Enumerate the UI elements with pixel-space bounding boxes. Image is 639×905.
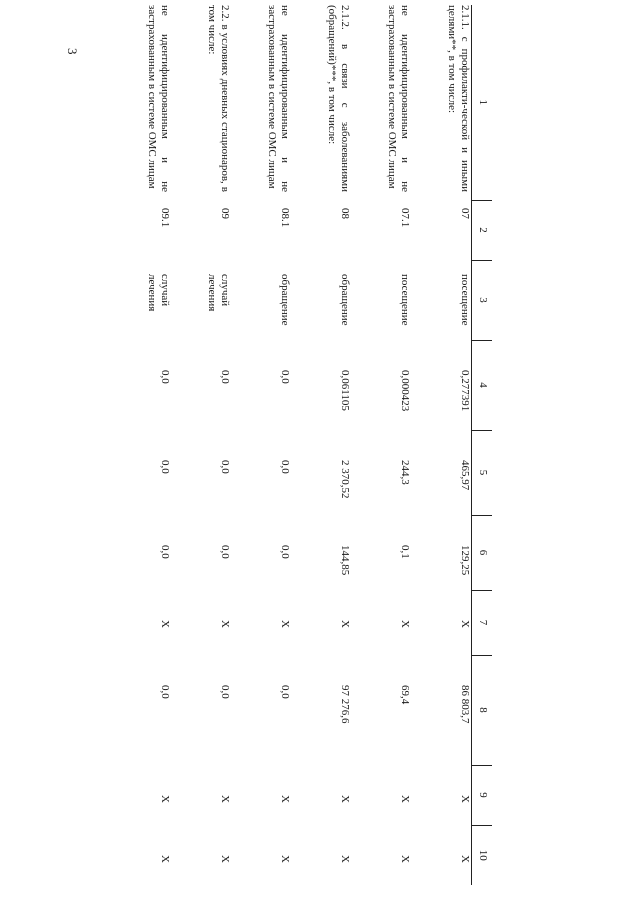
cell-col8: 0,0 <box>159 685 171 699</box>
column-header: 2 <box>472 200 493 260</box>
cell-col9: X <box>339 795 351 803</box>
column-header: 4 <box>472 340 493 430</box>
cell-col9: X <box>279 795 291 803</box>
column-header: 1 <box>472 5 493 200</box>
table-row <box>351 5 411 885</box>
cell-col7: X <box>339 620 351 628</box>
cell-col6: 129,25 <box>459 545 471 576</box>
row-code: 09 <box>219 208 231 219</box>
row-name: не идентифицированным и не застрахованным в системе ОМС лицам <box>265 5 291 192</box>
table-row <box>291 5 351 885</box>
column-header: 3 <box>472 260 493 340</box>
row-unit: обращение <box>279 274 291 326</box>
column-number-row <box>472 5 493 885</box>
table-row <box>171 5 231 885</box>
row-unit: посещение <box>399 274 411 326</box>
rotated-page <box>104 5 492 885</box>
column-header: 8 <box>472 655 493 765</box>
cell-col8: 97 276,6 <box>339 685 351 724</box>
row-unit: случай лечения <box>145 274 171 312</box>
cell-col5: 0,0 <box>159 460 171 474</box>
cell-col10: X <box>399 855 411 863</box>
cell-col7: X <box>279 620 291 628</box>
cell-col8: 0,0 <box>219 685 231 699</box>
cell-col5: 244,3 <box>399 460 411 485</box>
cell-col10: X <box>459 855 471 863</box>
page-number: 3 <box>65 48 80 55</box>
cell-col9: X <box>399 795 411 803</box>
cell-col4: 0,277391 <box>459 370 471 412</box>
cell-col6: 0,0 <box>279 545 291 559</box>
cell-col7: X <box>219 620 231 628</box>
cell-col5: 2 370,52 <box>339 460 351 499</box>
cell-col9: X <box>159 795 171 803</box>
cell-col5: 465,97 <box>459 460 471 491</box>
cell-col10: X <box>159 855 171 863</box>
cell-col7: X <box>159 620 171 628</box>
row-name: не идентифицированным и не застрахованным в системе ОМС лицам <box>385 5 411 192</box>
cell-col9: X <box>459 795 471 803</box>
cell-col6: 0,1 <box>399 545 411 559</box>
cell-col7: X <box>459 620 471 628</box>
cell-col10: X <box>339 855 351 863</box>
row-code: 07.1 <box>399 208 411 228</box>
cell-col6: 144,85 <box>339 545 351 576</box>
table-row <box>411 5 472 885</box>
table-row <box>111 5 171 885</box>
row-name: 2.1.1. с профилакти-ческой и иными целями**, в том числе: <box>445 5 471 192</box>
cell-col10: X <box>219 855 231 863</box>
cell-col4: 0,000423 <box>399 370 411 412</box>
row-name: 2.2. в условиях дневных стационаров, в том числе: <box>205 5 231 192</box>
row-name: не идентифицированным и не застрахованным в системе ОМС лицам <box>145 5 171 192</box>
row-code: 08 <box>339 208 351 219</box>
cell-col4: 0,0 <box>159 370 171 384</box>
row-unit: посещение <box>459 274 471 326</box>
column-header: 10 <box>472 825 493 885</box>
cell-col4: 0,061105 <box>339 370 351 411</box>
cell-col4: 0,0 <box>219 370 231 384</box>
cell-col6: 0,0 <box>219 545 231 559</box>
cell-col9: X <box>219 795 231 803</box>
column-header: 5 <box>472 430 493 515</box>
data-table <box>111 5 492 885</box>
row-code: 07 <box>459 208 471 219</box>
cell-col5: 0,0 <box>279 460 291 474</box>
cell-col8: 86 803,7 <box>459 685 471 724</box>
row-code: 08.1 <box>279 208 291 228</box>
cell-col8: 69,4 <box>399 685 411 705</box>
cell-col6: 0,0 <box>159 545 171 559</box>
cell-col5: 0,0 <box>219 460 231 474</box>
column-header: 9 <box>472 765 493 825</box>
cell-col4: 0,0 <box>279 370 291 384</box>
column-header: 6 <box>472 515 493 590</box>
row-unit: обращение <box>339 274 351 326</box>
table-row <box>231 5 291 885</box>
cell-col10: X <box>279 855 291 863</box>
row-code: 09.1 <box>159 208 171 228</box>
row-name: 2.1.2. в связи с заболеваниями (обращений)***, в том числе: <box>325 5 351 192</box>
row-unit: случай лечения <box>205 274 231 312</box>
column-header: 7 <box>472 590 493 655</box>
cell-col8: 0,0 <box>279 685 291 699</box>
cell-col7: X <box>399 620 411 628</box>
